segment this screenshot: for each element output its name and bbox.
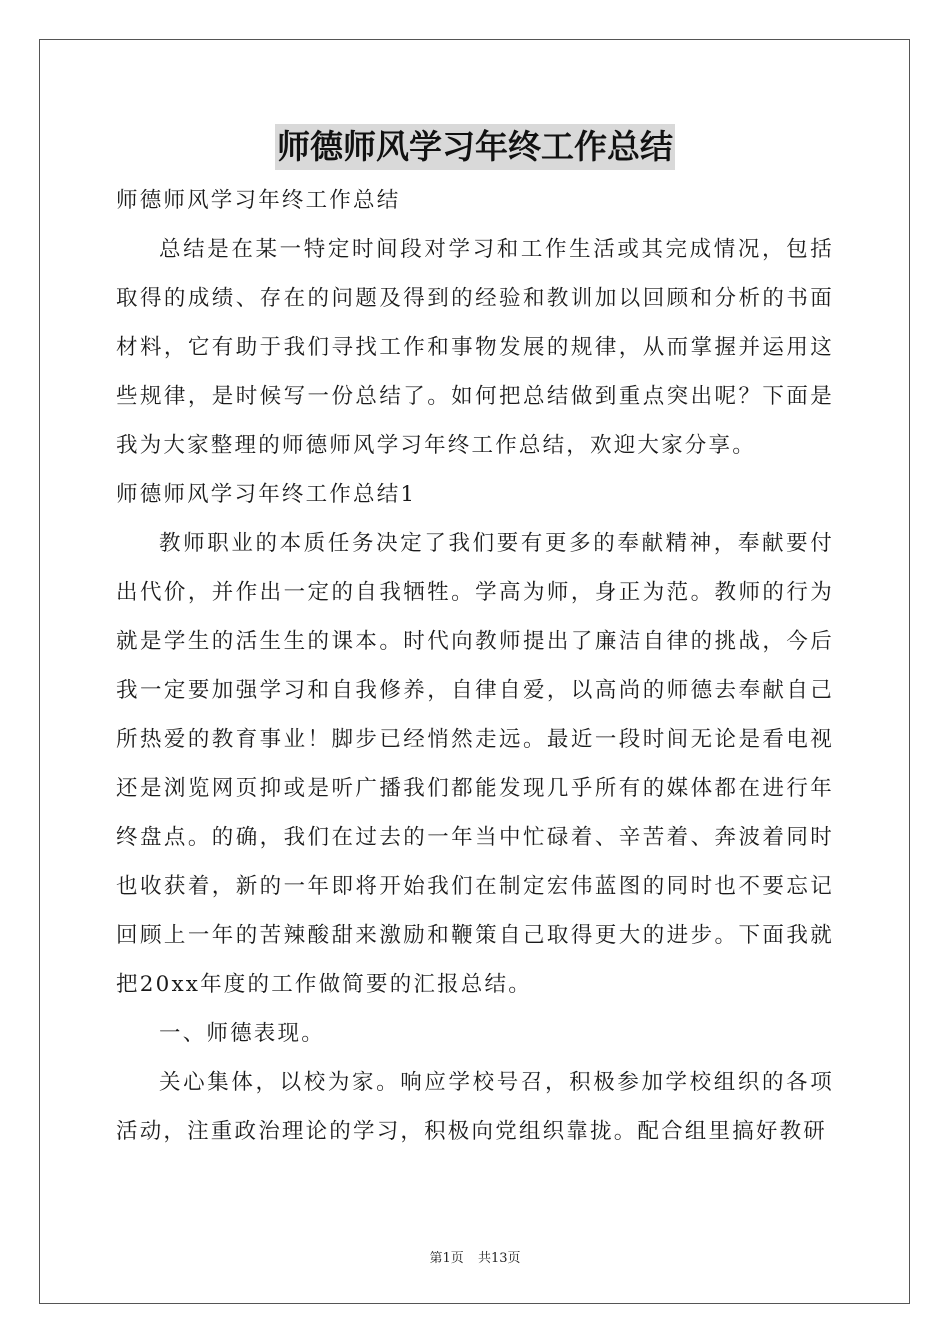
subsection-heading: 一、师德表现。 (159, 1021, 325, 1046)
paragraph: 教师职业的本质任务决定了我们要有更多的奉献精神，奉献要付出代价，并作出一定的自我牺牲。学高为师，身正为范。教师的行为就是学生的活生生的课本。时代向教师提出了廉洁自律的挑战，今后我一定要加强学习和自我修养，自律自爱，以高尚的师德去奉献自己所热爱的教育事业！脚步已经悄然走远。最近一段时间无论是看电视还是浏览网页抑或是听广播我们都能发现几乎所有的媒体都在进行年终盘点。的确，我们在过去的一年当中忙碌着、辛苦着、奔波着同时也收获着，新的一年即将开始我们在制定宏伟蓝图的同时也不要忘记回顾上一年的苦辣酸甜来激励和鞭策自己取得更大的进步。下面我就把20xx年度的工作做简要的汇报总结。 (116, 531, 834, 997)
section-heading: 师德师风学习年终工作总结1 (116, 482, 417, 507)
title-wrap (0, 124, 950, 170)
paragraph: 关心集体，以校为家。响应学校号召，积极参加学校组织的各项活动，注重政治理论的学习，积极向党组织靠拢。配合组里搞好教研 (116, 1070, 834, 1144)
document-body (116, 176, 834, 1156)
page-footer (0, 1247, 950, 1266)
paragraph: 师德师风学习年终工作总结 (116, 188, 401, 213)
document-title: 师德师风学习年终工作总结 (275, 124, 675, 170)
page-total: 共13页 (477, 1251, 521, 1266)
page-number: 第1页 (429, 1251, 464, 1266)
paragraph: 总结是在某一特定时间段对学习和工作生活或其完成情况，包括取得的成绩、存在的问题及得到的经验和教训加以回顾和分析的书面材料，它有助于我们寻找工作和事物发展的规律，从而掌握并运用这些规律，是时候写一份总结了。如何把总结做到重点突出呢？下面是我为大家整理的师德师风学习年终工作总结，欢迎大家分享。 (116, 237, 834, 458)
